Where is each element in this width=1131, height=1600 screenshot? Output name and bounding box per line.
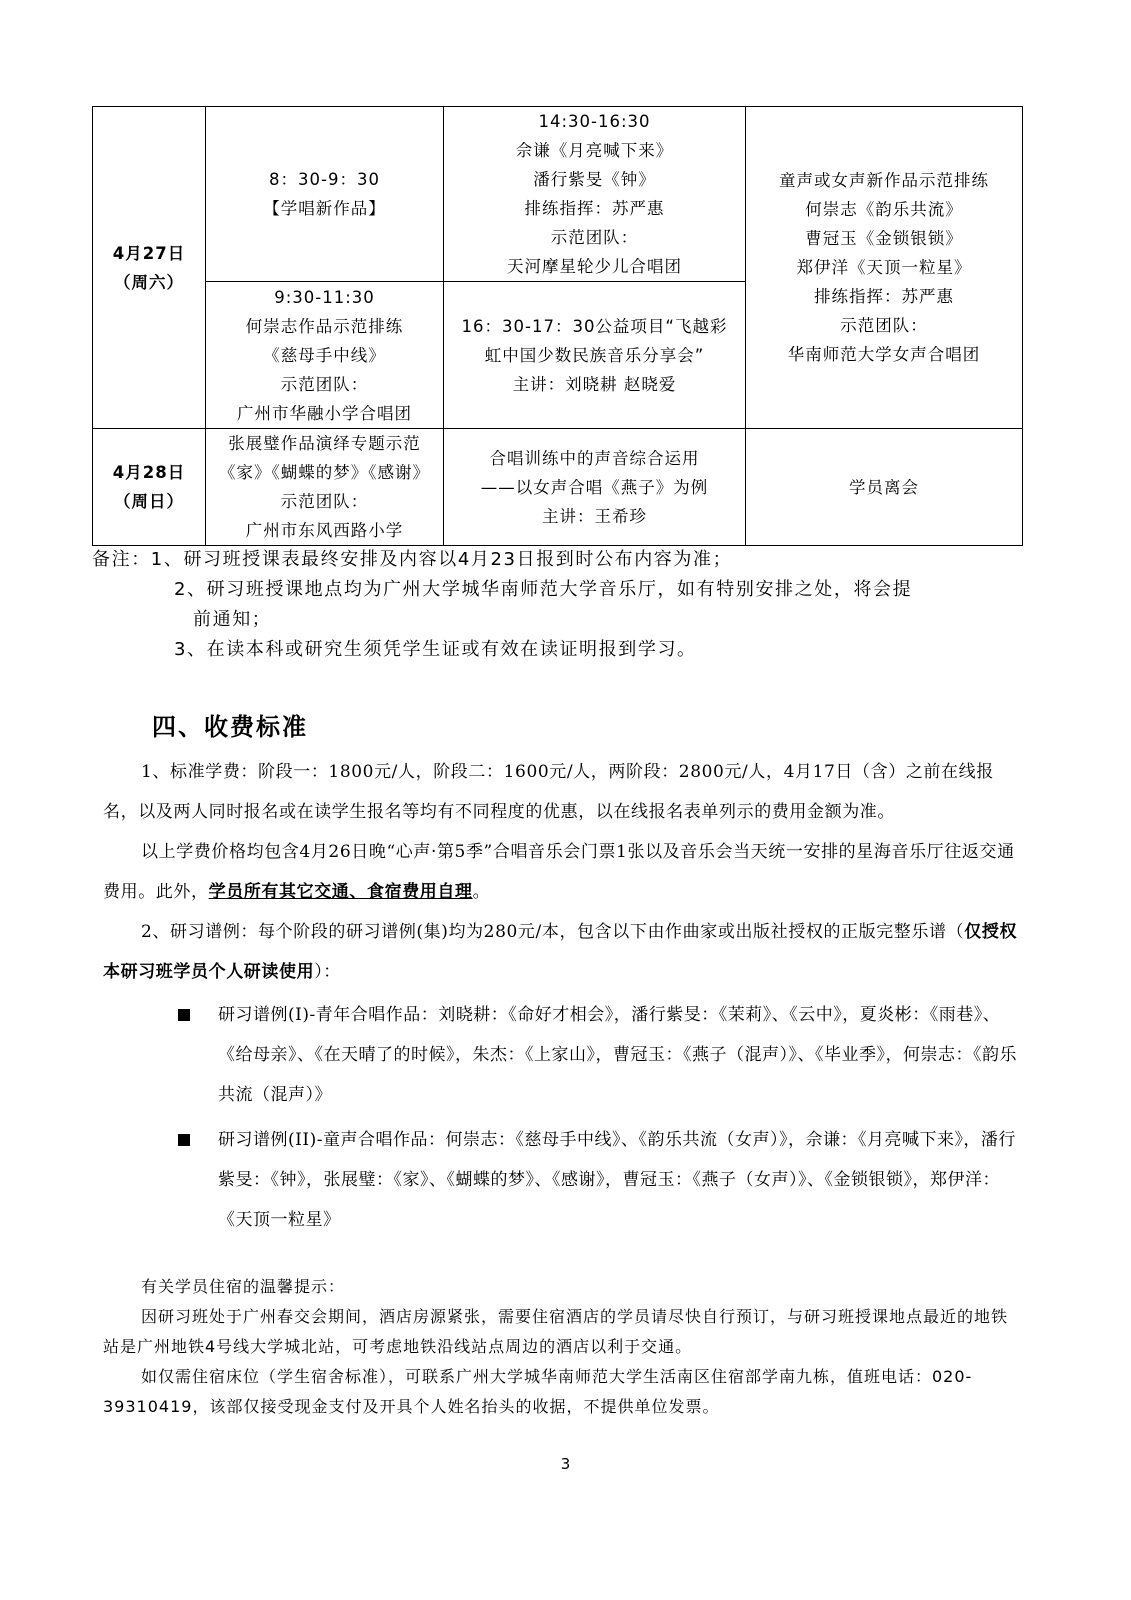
cell-text: 天河摩星轮少儿合唱团 [507,257,682,276]
page-number: 3 [560,1455,571,1473]
fee-includes-paragraph [103,832,1023,912]
cell-text: 示范团队： [280,374,369,394]
tips-paragraph: 因研习班处于广州春交会期间，酒店房源紧张，需要住宿酒店的学员请尽快自行预订，与研习班授课地点最近的地铁站是广州地铁4号线大学城北站，可考虑地铁沿线站点周边的酒店以利于交通。 [103,1307,1009,1356]
underlined-text: 学员所有其它交通、食宿费用自理 [208,882,473,902]
cell-text: 佘谦《月亮喊下来》 [515,141,674,160]
fee-paragraph [103,752,1023,832]
cell-text: 何崇志《韵乐共流》 [805,200,963,219]
weekday-label: （周日） [114,492,184,511]
date-cell-apr27 [93,107,206,429]
cell-text: 主讲：王希珍 [542,506,647,526]
cell-text: 郑伊洋《天顶一粒星》 [796,258,972,277]
cell-text: 【学唱新作品】 [263,199,386,218]
cell-text: 8：30-9：30 [269,170,380,189]
cell-text: 《家》《蝴蝶的梦》《感谢》 [219,463,430,482]
session-cell [206,107,444,282]
cell-text: 《慈母手中线》 [263,345,386,365]
bold-text: 仅授权本研习班学员个人研读使用 [103,922,1018,982]
paragraph-text: 2、研习谱例：每个阶段的研习谱例(集)均为280元/本，包含以下由作曲家或出版社授权的正版完整乐谱（ [141,922,965,942]
cell-text: 合唱训练中的声音综合运用 [489,448,700,468]
section-heading: 四、收费标准 [152,713,308,741]
table-row [93,429,1023,546]
weekday-label: （周六） [114,272,184,292]
cell-text: 主讲：刘晓耕 赵晓爱 [512,374,677,394]
cell-text: ——以女声合唱《燕子》为例 [480,477,709,497]
cell-text: 示范团队： [840,316,928,335]
session-cell [444,107,746,282]
square-bullet-icon [178,1134,190,1146]
note-item: 2、研习班授课地点均为广州大学城华南师范大学音乐厅，如有特别安排之处，将会提 [174,579,913,600]
cell-text: 9:30-11:30 [274,287,375,307]
notes-block [92,545,1032,665]
cell-text: 虹中国少数民族音乐分享会” [484,345,705,365]
square-bullet-icon [178,1009,190,1021]
cell-text: 14:30-16:30 [538,112,651,131]
note-item: 3、在读本科或研究生须凭学生证或有效在读证明报到学习。 [174,639,697,660]
paragraph-text: 以上学费价格均包含4月26日晚“心声·第5季”合唱音乐会门票1张以及音乐会当天统一安排的星海音乐厅往返交通费用。此外， [103,842,1015,902]
cell-text: 张展璧作品演绎专题示范 [228,434,421,453]
date-label: 4月27日 [112,243,186,263]
cell-text: 广州市东风西路小学 [245,521,404,540]
session-cell [746,107,1023,429]
cell-text: 曹冠玉《金锁银锁》 [805,229,963,248]
date-label: 4月28日 [112,463,186,482]
cell-text: 学员离会 [849,477,919,497]
cell-text: 16：30-17：30公益项目“飞越彩 [461,316,728,336]
session-cell [206,282,444,429]
list-item-text: 研习谱例(II)-童声合唱作品：何崇志：《慈母手中线》、《韵乐共流（女声）》，佘谦：《月亮喊下来》，潘行紫旻：《钟》，张展璧：《家》、《蝴蝶的梦》、《感谢》，曹冠玉：《燕子（女声）》、《金锁银锁》，郑伊洋：《天顶一粒星》 [218,1130,1016,1230]
cell-text: 童声或女声新作品示范排练 [779,171,989,190]
list-item-text: 研习谱例(I)-青年合唱作品：刘晓耕：《命好才相会》，潘行紫旻：《茉莉》、《云中》，夏炎彬：《雨巷》、《给母亲》、《在天晴了的时候》，朱杰：《上家山》，曹冠玉：《燕子（混声）》、《毕业季》，何崇志：《韵乐共流（混声）》 [218,1005,1017,1105]
session-cell [444,282,746,429]
score-paragraph [103,912,1023,992]
session-cell [746,429,1023,546]
cell-text: 排练指挥：苏严惠 [814,287,954,306]
cell-text: 何崇志作品示范排练 [245,316,404,336]
session-cell [206,429,444,546]
cell-text: 示范团队： [280,492,369,511]
schedule-table [92,106,1023,546]
date-cell-apr28 [93,429,206,546]
paragraph-text: ）： [314,962,341,982]
cell-text: 示范团队： [550,228,639,247]
note-item: 备注：1、研习班授课表最终安排及内容以4月23日报到时公布内容为准； [92,549,733,570]
cell-text: 广州市华融小学合唱团 [237,403,412,423]
cell-text: 潘行紫旻《钟》 [533,170,656,189]
table-row [93,107,1023,282]
cell-text: 排练指挥：苏严惠 [524,199,665,218]
tips-title: 有关学员住宿的温馨提示： [141,1277,346,1296]
session-cell [444,429,746,546]
note-item-continued: 前通知； [193,609,272,630]
tips-paragraph: 如仅需住宿床位（学生宿舍标准），可联系广州大学城华南师范大学生活南区住宿部学南九栋，值班电话：020-39310419，该部仅接受现金支付及开具个人姓名抬头的收据，不提供单位发票。 [103,1367,973,1416]
cell-text: 华南师范大学女声合唱团 [787,345,981,364]
fee-text: 1、标准学费：阶段一：1800元/人，阶段二：1600元/人，两阶段：2800元/人，4月17日（含）之前在线报名，以及两人同时报名或在读学生报名等均有不同程度的优惠，以在线报名表单列示的费用金额为准。 [103,762,994,822]
paragraph-text: 。 [472,882,491,902]
accommodation-tips [103,1272,1023,1422]
